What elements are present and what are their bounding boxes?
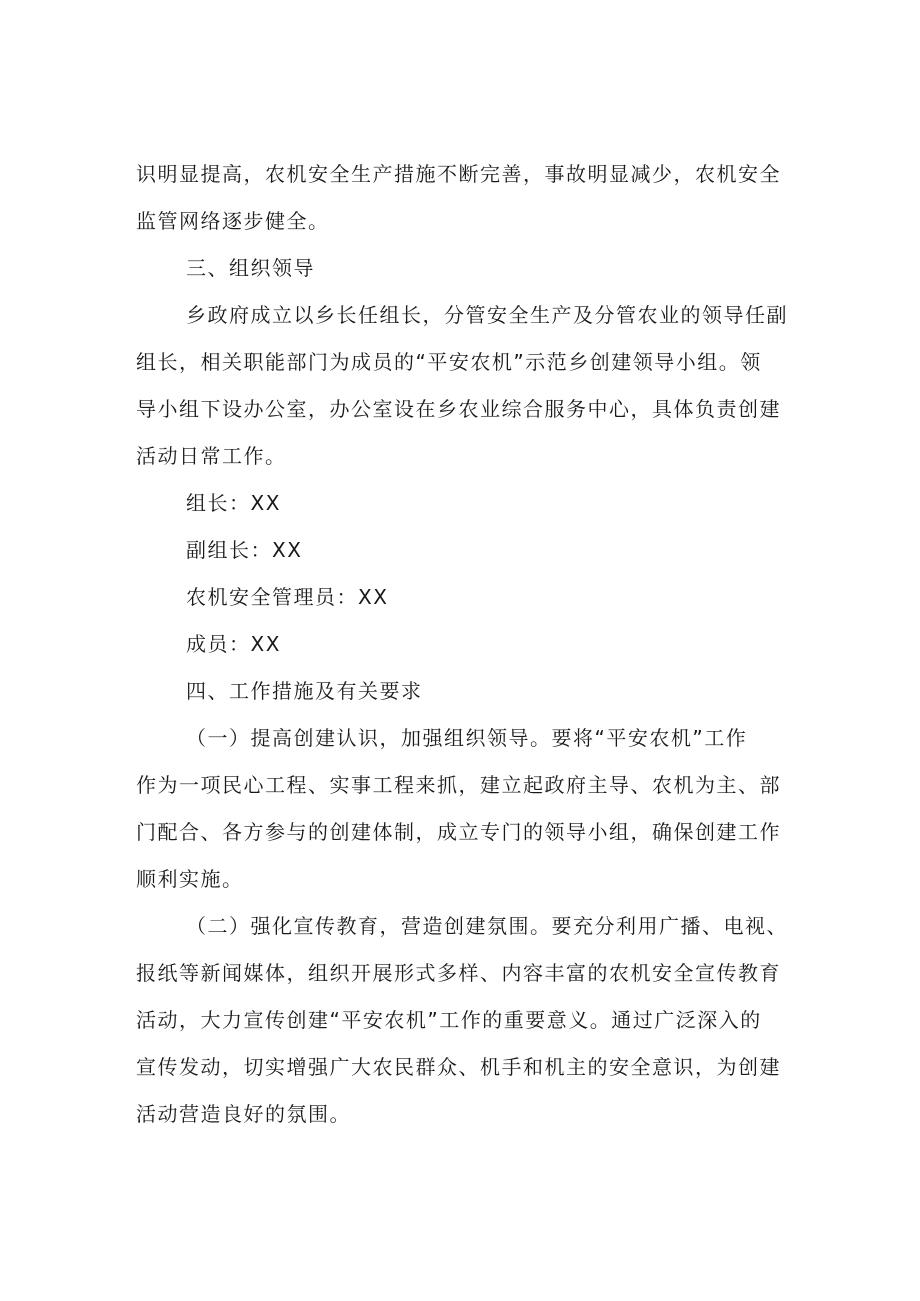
text-line: 活动，大力宣传创建“平安农机”工作的重要意义。通过广泛深入的 bbox=[136, 1008, 762, 1032]
member-line: 农机安全管理员：XX bbox=[186, 585, 389, 609]
section-heading: 三、组织领导 bbox=[186, 256, 315, 280]
text-line: 报纸等新闻媒体，组织开展形式多样、内容丰富的农机安全宣传教育 bbox=[136, 961, 781, 985]
text-line: 门配合、各方参与的创建体制，成立专门的领导小组，确保创建工作 bbox=[136, 820, 781, 844]
member-line: 组长：XX bbox=[186, 491, 281, 515]
text-line: 作为一项民心工程、实事工程来抓，建立起政府主导、农机为主、部 bbox=[136, 773, 781, 797]
text-line: 识明显提高，农机安全生产措施不断完善，事故明显减少，农机安全 bbox=[136, 162, 781, 186]
text-line: 活动日常工作。 bbox=[136, 444, 287, 468]
text-line: （一）提高创建认识，加强组织领导。要将“平安农机”工作 bbox=[186, 726, 748, 750]
text-line: 乡政府成立以乡长任组长，分管安全生产及分管农业的领导任副 bbox=[186, 303, 788, 327]
text-line: 宣传发动，切实增强广大农民群众、机手和机主的安全意识，为创建 bbox=[136, 1055, 781, 1079]
text-line: （二）强化宣传教育，营造创建氛围。要充分利用广播、电视、 bbox=[186, 914, 788, 938]
text-line: 监管网络逐步健全。 bbox=[136, 209, 330, 233]
text-line: 组长，相关职能部门为成员的“平安农机”示范乡创建领导小组。领 bbox=[136, 350, 762, 374]
section-heading: 四、工作措施及有关要求 bbox=[186, 679, 423, 703]
member-line: 成员：XX bbox=[186, 632, 281, 656]
member-line: 副组长：XX bbox=[186, 538, 303, 562]
text-line: 导小组下设办公室，办公室设在乡农业综合服务中心，具体负责创建 bbox=[136, 397, 781, 421]
text-line: 顺利实施。 bbox=[136, 867, 244, 891]
text-line: 活动营造良好的氛围。 bbox=[136, 1102, 351, 1126]
